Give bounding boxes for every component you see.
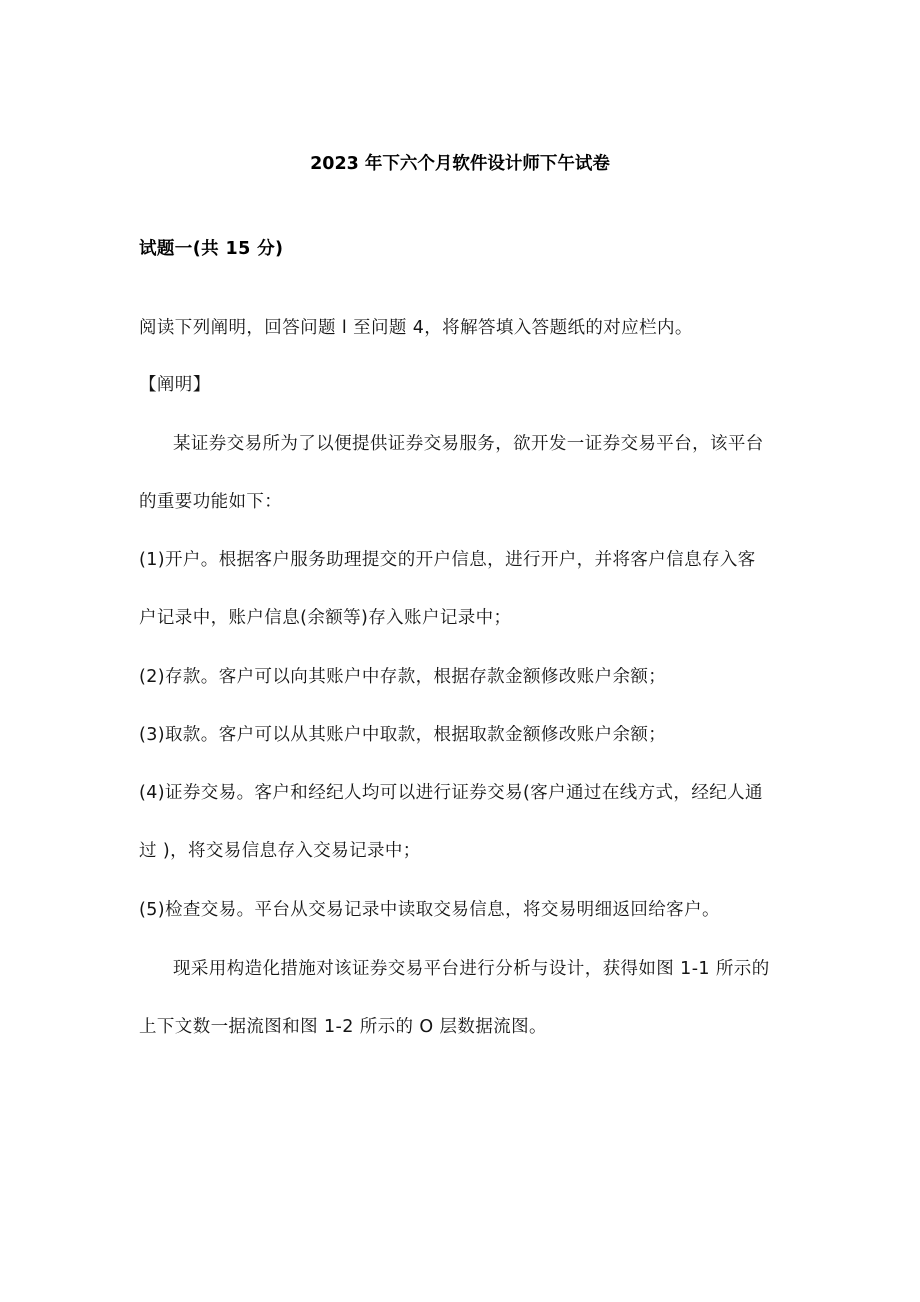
instruction-text: 阅读下列阐明，回答问题 l 至问题 4，将解答填入答题纸的对应栏内。 [139, 318, 693, 338]
section-heading: 试题一(共 15 分) [139, 239, 284, 259]
explanation-label: 【阐明】 [139, 375, 211, 395]
paragraph-line: 某证券交易所为了以便提供证券交易服务，欲开发一证券交易平台，该平台 [173, 434, 764, 454]
paragraph-line: 户记录中，账户信息(余额等)存入账户记录中； [139, 608, 512, 628]
paragraph-line: 现采用构造化措施对该证券交易平台进行分析与设计，获得如图 1-1 所示的 [173, 959, 770, 979]
list-item-open-account: (1)开户。根据客户服务助理提交的开户信息，进行开户，并将客户信息存入客 [139, 550, 756, 570]
list-item-deposit: (2)存款。客户可以向其账户中存款，根据存款金额修改账户余额； [139, 667, 667, 687]
paragraph-line: 上下文数一据流图和图 1-2 所示的 O 层数据流图。 [139, 1017, 547, 1037]
list-item-withdraw: (3)取款。客户可以从其账户中取款，根据取款金额修改账户余额； [139, 725, 667, 745]
paragraph-line: 的重要功能如下： [139, 492, 283, 512]
list-item-securities-trading: (4)证券交易。客户和经纪人均可以进行证券交易(客户通过在线方式，经纪人通 [139, 783, 763, 803]
paragraph-line: 过 )，将交易信息存入交易记录中； [139, 841, 421, 861]
document-title: 2023 年下六个月软件设计师下午试卷 [310, 154, 610, 174]
list-item-check-trades: (5)检查交易。平台从交易记录中读取交易信息，将交易明细返回给客户。 [139, 900, 720, 920]
